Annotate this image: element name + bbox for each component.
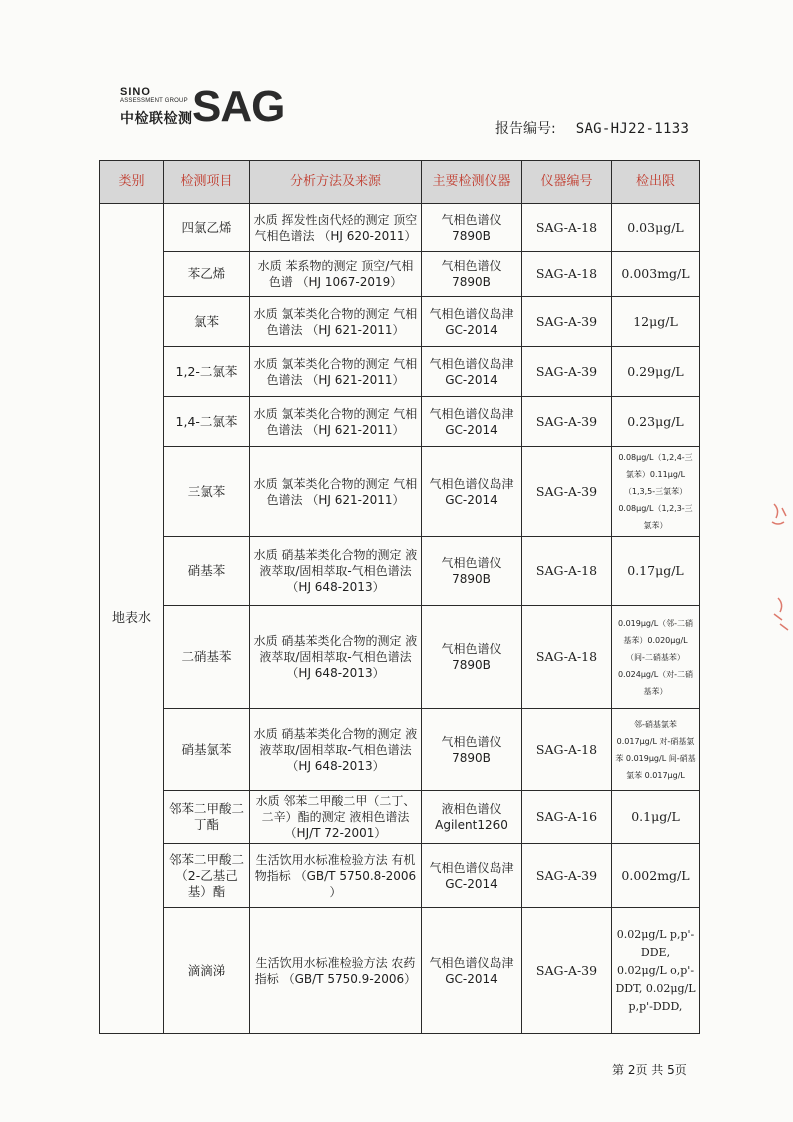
table-row xyxy=(100,252,700,297)
logo-brand: SAG xyxy=(192,82,285,131)
item-cell: 氯苯 xyxy=(164,297,250,347)
instrument-code-cell: SAG-A-16 xyxy=(522,791,612,844)
header-item: 检测项目 xyxy=(164,161,250,204)
detection-limit-cell: 0.019μg/L（邻-二硝基苯）0.020μg/L（间-二硝基苯） 0.024μg/L（对-二硝基苯） xyxy=(612,606,700,709)
logo-chinese-name: 中检联检测 xyxy=(120,111,193,127)
category-cell: 地表水 xyxy=(100,204,164,1034)
table-row xyxy=(100,347,700,397)
instrument-cell: 气相色谱仪 7890B xyxy=(422,252,522,297)
instrument-cell: 气相色谱仪岛津 GC-2014 xyxy=(422,297,522,347)
method-cell: 水质 硝基苯类化合物的测定 液液萃取/固相萃取-气相色谱法 （HJ 648-2013） xyxy=(250,606,422,709)
header-category: 类别 xyxy=(100,161,164,204)
item-cell: 苯乙烯 xyxy=(164,252,250,297)
table-row xyxy=(100,537,700,606)
method-cell: 水质 氯苯类化合物的测定 气相色谱法 （HJ 621-2011） xyxy=(250,297,422,347)
instrument-cell: 气相色谱仪岛津 GC-2014 xyxy=(422,447,522,537)
table-row xyxy=(100,606,700,709)
instrument-code-cell: SAG-A-18 xyxy=(522,709,612,791)
report-number-label: 报告编号: xyxy=(495,121,556,137)
logo-sino-text: SINO xyxy=(120,86,151,98)
table-row xyxy=(100,844,700,908)
detection-limit-cell: 0.08μg/L（1,2,4-三氯苯）0.11μg/L（1,3,5-三氯苯）0.08μg/L（1,2,3-三氯苯） xyxy=(612,447,700,537)
instrument-code-cell: SAG-A-39 xyxy=(522,297,612,347)
table-row xyxy=(100,709,700,791)
method-cell: 生活饮用水标准检验方法 农药指标 （GB/T 5750.9-2006） xyxy=(250,908,422,1034)
instrument-code-cell: SAG-A-39 xyxy=(522,397,612,447)
logo-group-text: ASSESSMENT GROUP xyxy=(120,98,188,104)
item-cell: 三氯苯 xyxy=(164,447,250,537)
table-row xyxy=(100,908,700,1034)
header-instrument: 主要检测仪器 xyxy=(422,161,522,204)
method-cell: 水质 氯苯类化合物的测定 气相色谱法 （HJ 621-2011） xyxy=(250,347,422,397)
header-instrument-code: 仪器编号 xyxy=(522,161,612,204)
instrument-code-cell: SAG-A-18 xyxy=(522,606,612,709)
header-method: 分析方法及来源 xyxy=(250,161,422,204)
item-cell: 硝基氯苯 xyxy=(164,709,250,791)
instrument-cell: 气相色谱仪 7890B xyxy=(422,709,522,791)
instrument-cell: 气相色谱仪岛津 GC-2014 xyxy=(422,347,522,397)
detection-limit-cell: 邻-硝基氯苯 0.017μg/L 对-硝基氯苯 0.019μg/L 间-硝基氯苯 0.017μg/L xyxy=(612,709,700,791)
instrument-code-cell: SAG-A-18 xyxy=(522,252,612,297)
detection-limit-cell: 0.17μg/L xyxy=(612,537,700,606)
detection-limit-cell: 0.002mg/L xyxy=(612,844,700,908)
page-number: 第 2页 共 5页 xyxy=(612,1063,687,1077)
instrument-cell: 气相色谱仪 7890B xyxy=(422,537,522,606)
item-cell: 四氯乙烯 xyxy=(164,204,250,252)
instrument-code-cell: SAG-A-18 xyxy=(522,537,612,606)
item-cell: 1,4-二氯苯 xyxy=(164,397,250,447)
red-seal-stamp-fragment xyxy=(760,500,790,640)
detection-limit-cell: 0.003mg/L xyxy=(612,252,700,297)
detection-limit-cell: 0.1μg/L xyxy=(612,791,700,844)
test-methods-table xyxy=(99,160,700,1034)
detection-limit-cell: 0.29μg/L xyxy=(612,347,700,397)
detection-limit-cell: 12μg/L xyxy=(612,297,700,347)
method-cell: 水质 氯苯类化合物的测定 气相色谱法 （HJ 621-2011） xyxy=(250,447,422,537)
detection-limit-cell: 0.02μg/L p,p'-DDE, 0.02μg/L o,p'-DDT, 0.02μg/L p,p'-DDD, xyxy=(612,908,700,1034)
table-header-row xyxy=(100,161,700,204)
item-cell: 滴滴涕 xyxy=(164,908,250,1034)
instrument-cell: 气相色谱仪 7890B xyxy=(422,204,522,252)
instrument-cell: 气相色谱仪岛津 GC-2014 xyxy=(422,908,522,1034)
company-logo xyxy=(120,82,290,132)
item-cell: 1,2-二氯苯 xyxy=(164,347,250,397)
table-row xyxy=(100,397,700,447)
instrument-cell: 气相色谱仪岛津 GC-2014 xyxy=(422,844,522,908)
detection-limit-cell: 0.03μg/L xyxy=(612,204,700,252)
instrument-code-cell: SAG-A-39 xyxy=(522,908,612,1034)
method-cell: 水质 挥发性卤代烃的测定 顶空气相色谱法 （HJ 620-2011） xyxy=(250,204,422,252)
instrument-code-cell: SAG-A-39 xyxy=(522,447,612,537)
header-detection-limit: 检出限 xyxy=(612,161,700,204)
report-number xyxy=(495,118,689,138)
method-cell: 生活饮用水标准检验方法 有机物指标 （GB/T 5750.8-2006 ） xyxy=(250,844,422,908)
method-cell: 水质 硝基苯类化合物的测定 液液萃取/固相萃取-气相色谱法（HJ 648-2013） xyxy=(250,709,422,791)
method-cell: 水质 苯系物的测定 顶空/气相色谱 （HJ 1067-2019） xyxy=(250,252,422,297)
instrument-cell: 气相色谱仪 7890B xyxy=(422,606,522,709)
table-row xyxy=(100,447,700,537)
method-cell: 水质 邻苯二甲酸二甲（二丁、二辛）酯的测定 液相色谱法 （HJ/T 72-2001） xyxy=(250,791,422,844)
instrument-code-cell: SAG-A-39 xyxy=(522,844,612,908)
item-cell: 邻苯二甲酸二（2-乙基己基）酯 xyxy=(164,844,250,908)
instrument-code-cell: SAG-A-18 xyxy=(522,204,612,252)
table-row xyxy=(100,204,700,252)
detection-limit-cell: 0.23μg/L xyxy=(612,397,700,447)
method-cell: 水质 氯苯类化合物的测定 气相色谱法 （HJ 621-2011） xyxy=(250,397,422,447)
table-row xyxy=(100,791,700,844)
report-number-value: SAG-HJ22-1133 xyxy=(575,121,690,137)
instrument-code-cell: SAG-A-39 xyxy=(522,347,612,397)
instrument-cell: 液相色谱仪 Agilent1260 xyxy=(422,791,522,844)
item-cell: 二硝基苯 xyxy=(164,606,250,709)
table-row xyxy=(100,297,700,347)
method-cell: 水质 硝基苯类化合物的测定 液液萃取/固相萃取-气相色谱法 （HJ 648-2013） xyxy=(250,537,422,606)
item-cell: 邻苯二甲酸二丁酯 xyxy=(164,791,250,844)
instrument-cell: 气相色谱仪岛津 GC-2014 xyxy=(422,397,522,447)
item-cell: 硝基苯 xyxy=(164,537,250,606)
